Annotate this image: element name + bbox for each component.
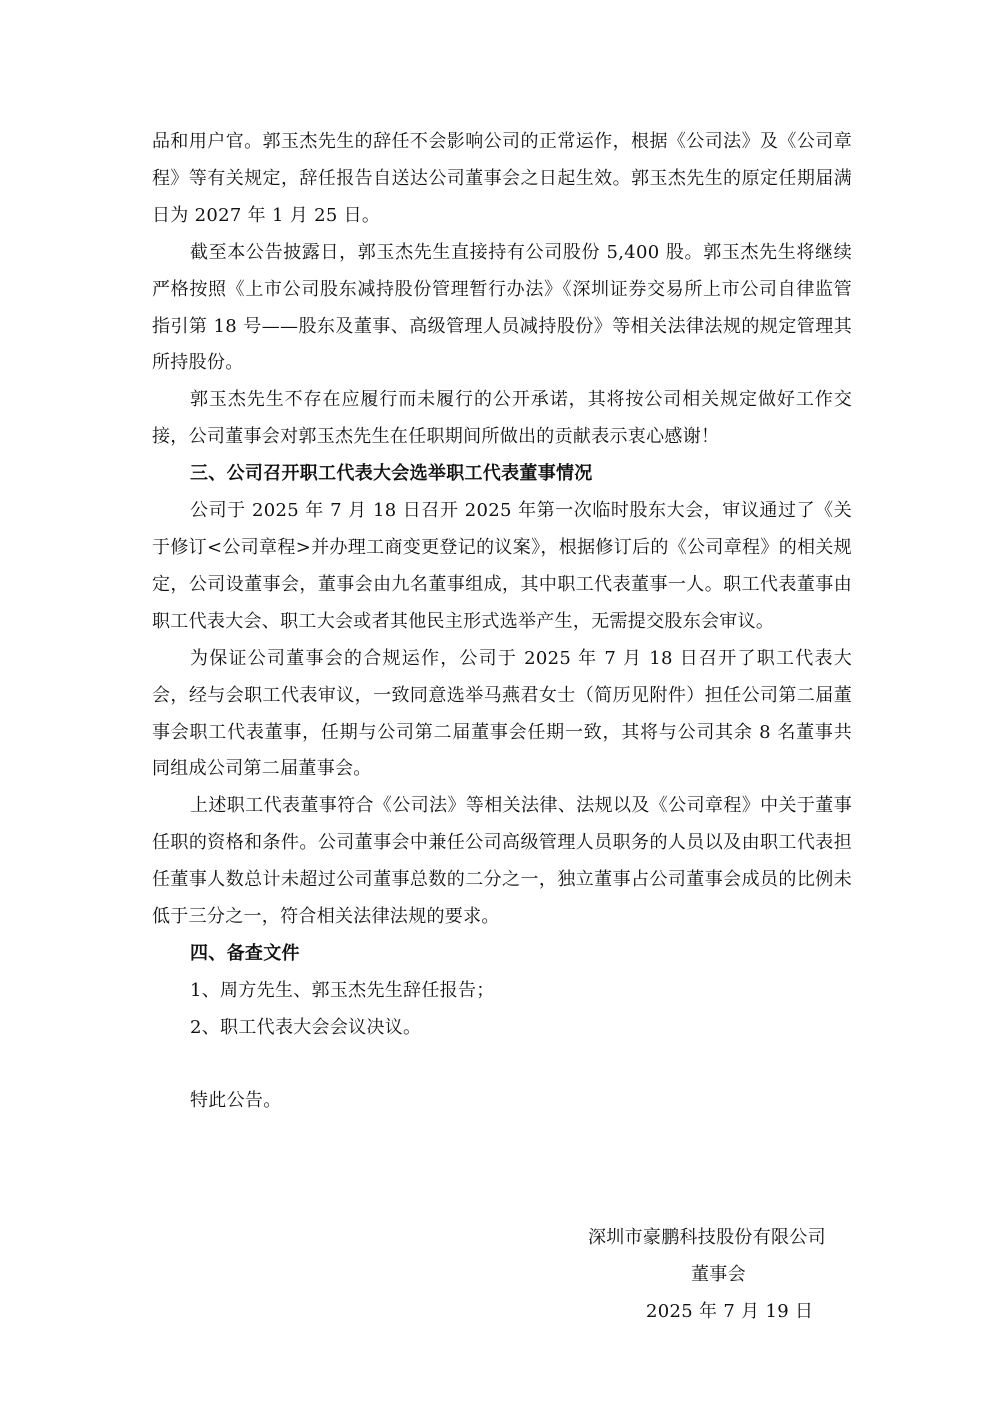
paragraph-compliance: 上述职工代表董事符合《公司法》等相关法律、法规以及《公司章程》中关于董事任职的资格和条件。公司董事会中兼任公司高级管理人员职务的人员以及由职工代表担任董事人数总计未超过公司董事总数的二分之一，独立董事占公司董事会成员的比例未低于三分之一，符合相关法律法规的要求。 xyxy=(152,795,852,928)
paragraph-shareholding: 截至本公告披露日，郭玉杰先生直接持有公司股份 5,400 股。郭玉杰先生将继续严格按照《上市公司股东减持股份管理暂行办法》《深圳证券交易所上市公司自律监管指引第 18 号——股东及董事、高级管理人员减持股份》等相关法律法规的规定管理其所持股份。 xyxy=(152,241,852,374)
paragraph-employee-director-election: 为保证公司董事会的合规运作，公司于 2025 年 7 月 18 日召开了职工代表大会，经与会职工代表审议，一致同意选举马燕君女士（简历见附件）担任公司第二届董事会职工代表董事，任期与公司第二届董事会任期一致，其将与公司其余 8 名董事共同组成公司第二届董事会。 xyxy=(152,647,852,780)
paragraph-resignation-effect: 品和用户官。郭玉杰先生的辞任不会影响公司的正常运作，根据《公司法》及《公司章程》等有关规定，辞任报告自送达公司董事会之日起生效。郭玉杰先生的原定任期届满日为 2027 年 1 月 25 日。 xyxy=(152,131,852,226)
signature-block xyxy=(560,1220,880,1331)
section-heading-4: 四、备查文件 xyxy=(190,942,300,964)
signature-company: 深圳市豪鹏科技股份有限公司 xyxy=(588,1227,826,1248)
signature-date: 2025 年 7 月 19 日 xyxy=(646,1300,814,1322)
reference-doc-item: 1、周方先生、郭玉杰先生辞任报告； xyxy=(190,979,495,1001)
signature-board: 董事会 xyxy=(691,1263,746,1285)
section-heading-3: 三、公司召开职工代表大会选举职工代表董事情况 xyxy=(190,463,593,485)
paragraph-shareholder-meeting: 公司于 2025 年 7 月 18 日召开 2025 年第一次临时股东大会，审议通过了《关于修订<公司章程>并办理工商变更登记的议案》，根据修订后的《公司章程》的相关规定，公司设董事会，董事会由九名董事组成，其中职工代表董事一人。职工代表董事由职工代表大会、职工大会或者其他民主形式选举产生，无需提交股东会审议。 xyxy=(152,500,852,632)
paragraph-commitments: 郭玉杰先生不存在应履行而未履行的公开承诺，其将按公司相关规定做好工作交接，公司董事会对郭玉杰先生在任职期间所做出的贡献表示衷心感谢！ xyxy=(152,389,852,448)
spacer xyxy=(152,1047,852,1083)
reference-doc-item: 2、职工代表大会会议决议。 xyxy=(190,1016,422,1038)
closing-statement: 特此公告。 xyxy=(190,1089,282,1111)
document-body xyxy=(152,124,852,1120)
